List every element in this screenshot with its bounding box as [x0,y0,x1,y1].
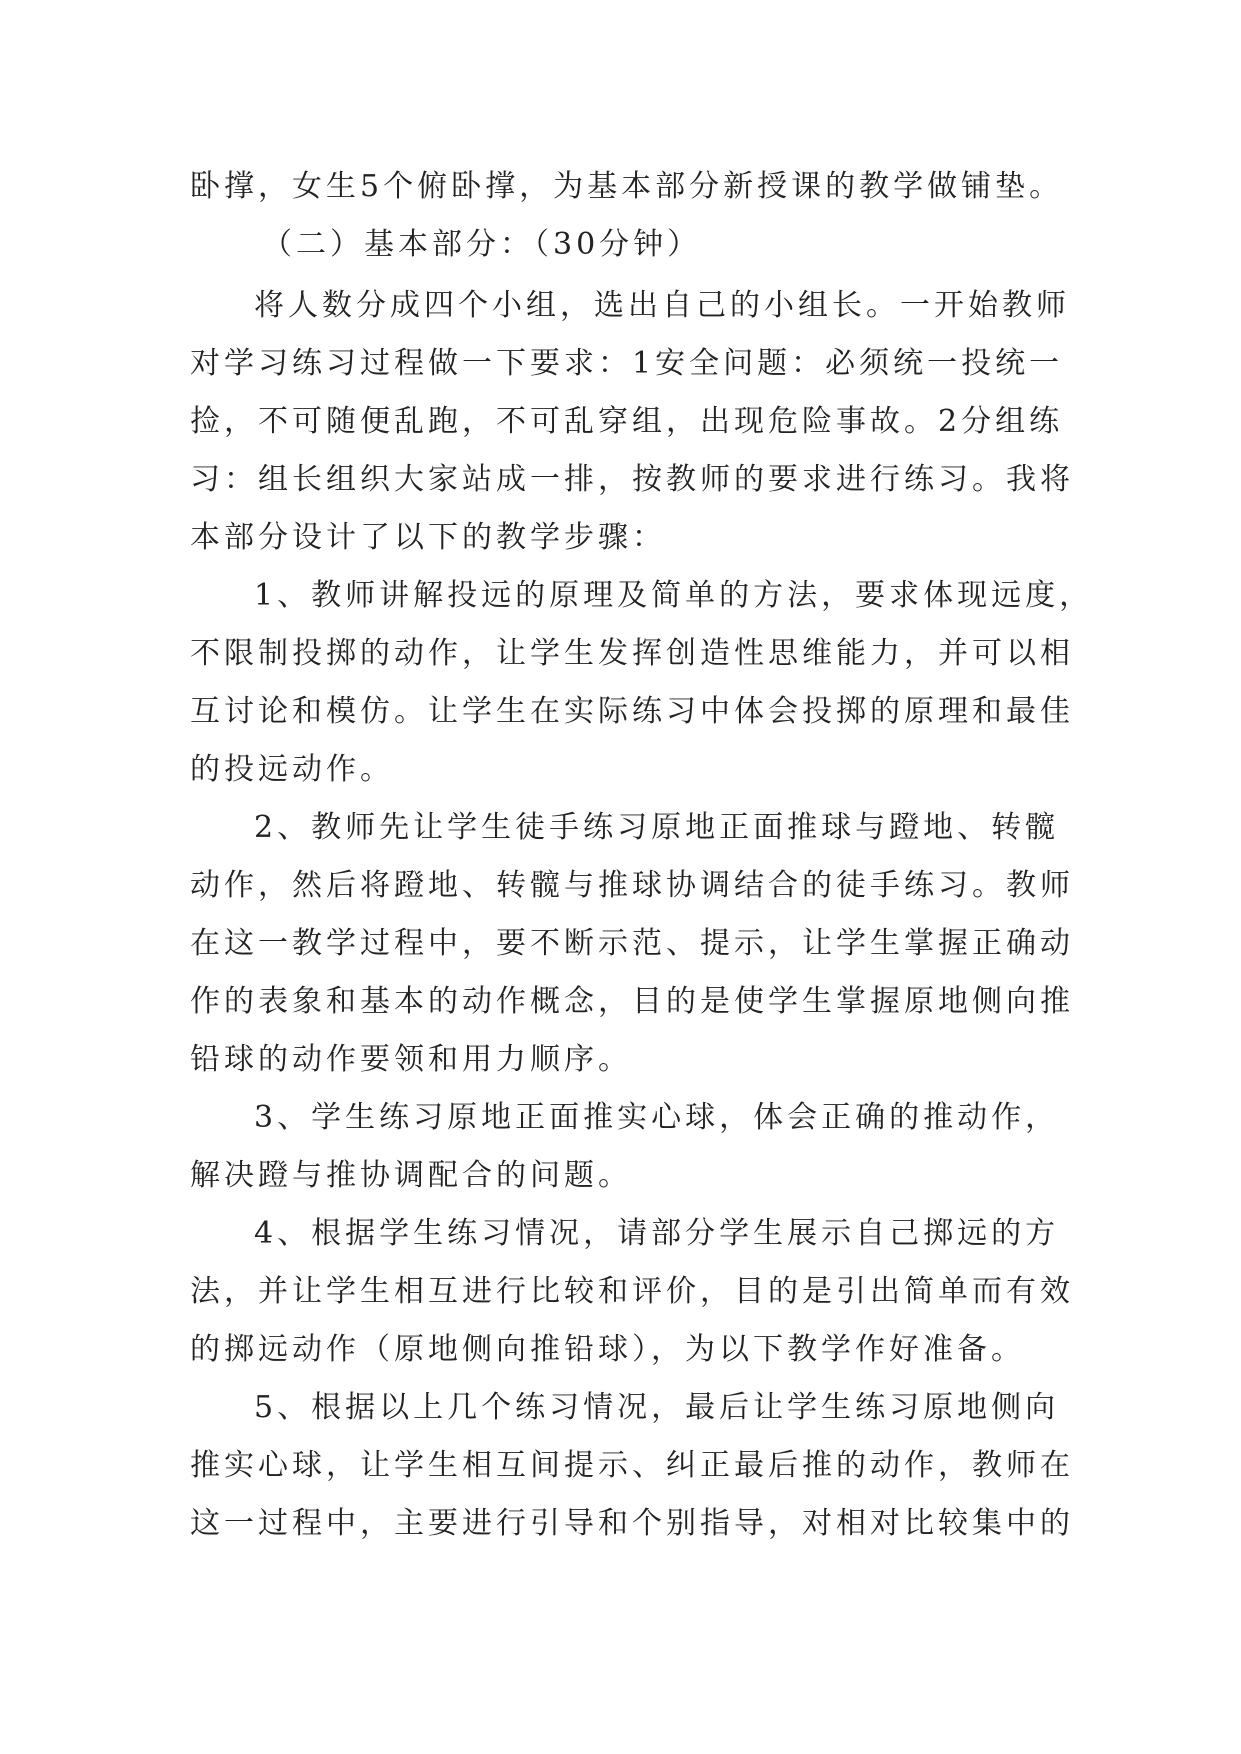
text-line: 法，并让学生相互进行比较和评价，目的是引出简单而有效 [190,1274,1074,1309]
text-line: 解决蹬与推协调配合的问题。 [190,1158,632,1193]
text-line: 作的表象和基本的动作概念，目的是使学生掌握原地侧向推 [190,984,1074,1019]
list-item-1: 1、教师讲解投远的原理及简单的方法，要求体现远度， [254,578,1094,613]
text-line: 习：组长组织大家站成一排，按教师的要求进行练习。我将 [190,462,1074,497]
list-item-3: 3、学生练习原地正面推实心球，体会正确的推动作， [254,1100,1060,1135]
text-line: 本部分设计了以下的教学步骤： [190,520,666,555]
text-line: 不限制投掷的动作，让学生发挥创造性思维能力，并可以相 [190,636,1074,671]
body-text [190,158,1094,1553]
text-line: 将人数分成四个小组，选出自己的小组长。一开始教师 [254,288,1070,323]
text-line: 对学习练习过程做一下要求：1安全问题：必须统一投统一 [190,346,1064,381]
text-line: 的掷远动作（原地侧向推铅球），为以下教学作好准备。 [190,1332,1025,1367]
list-item-2: 2、教师先让学生徒手练习原地正面推球与蹬地、转髋 [254,810,1060,845]
list-item-5: 5、根据以上几个练习情况，最后让学生练习原地侧向 [254,1390,1060,1425]
text-line: 捡，不可随便乱跑，不可乱穿组，出现危险事故。2分组练 [190,404,1064,439]
section-heading: （二）基本部分：（30分钟） [262,227,702,262]
text-line: 卧撑，女生5个俯卧撑，为基本部分新授课的教学做铺垫。 [190,169,1064,204]
text-line: 在这一教学过程中，要不断示范、提示，让学生掌握正确动 [190,926,1074,961]
text-line: 推实心球，让学生相互间提示、纠正最后推的动作，教师在 [190,1448,1074,1483]
text-line: 的投远动作。 [190,752,394,787]
text-line: 铅球的动作要领和用力顺序。 [190,1042,632,1077]
text-line: 这一过程中，主要进行引导和个别指导，对相对比较集中的 [190,1506,1074,1541]
text-line: 互讨论和模仿。让学生在实际练习中体会投掷的原理和最佳 [190,694,1074,729]
list-item-4: 4、根据学生练习情况，请部分学生展示自己掷远的方 [254,1216,1060,1251]
text-line: 动作，然后将蹬地、转髋与推球协调结合的徒手练习。教师 [190,868,1074,903]
